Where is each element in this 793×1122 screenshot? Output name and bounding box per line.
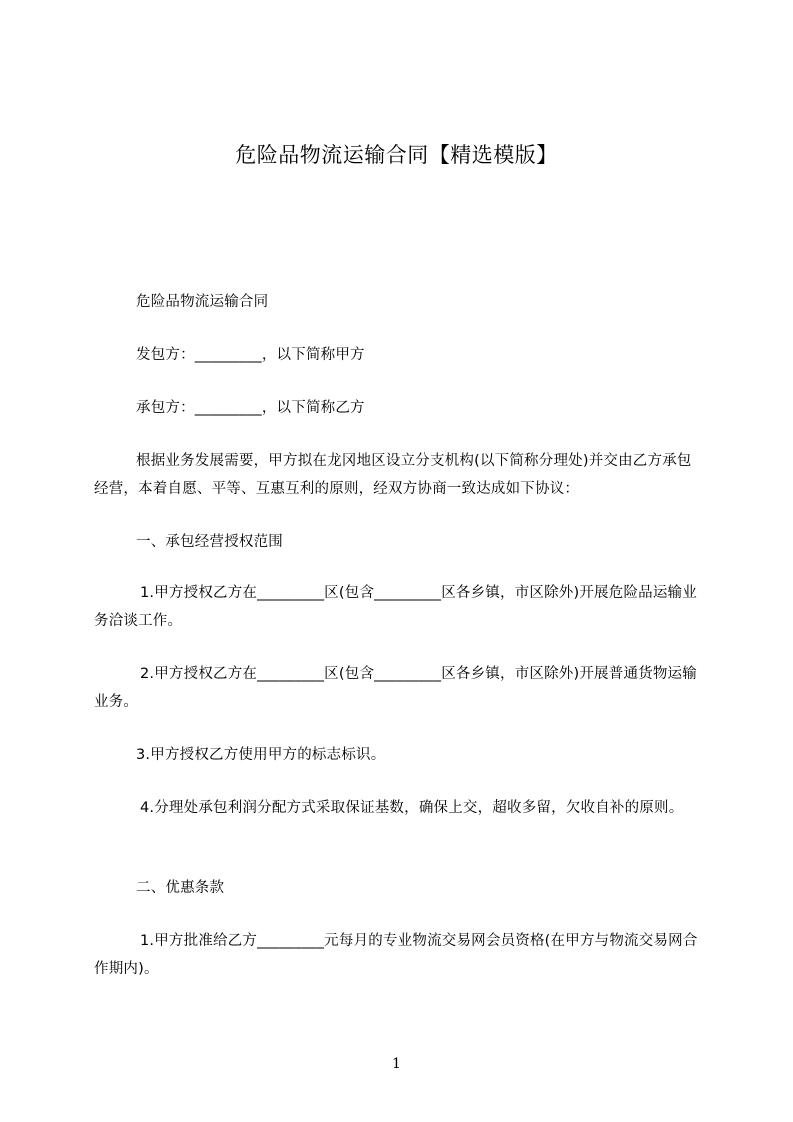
clause-1-4-paragraph: 4.分理处承包利润分配方式采取保证基数，确保上交，超收多留，欠收自补的原则。 — [140, 800, 684, 816]
clause-1-1-paragraph: 1.甲方授权乙方在_________区(包含_________区各乡镇，市区除外)开展危险品运输业务洽谈工作。 — [94, 585, 697, 629]
party-a-paragraph: 发包方：_________，以下简称甲方 — [136, 347, 365, 363]
document-title: 危险品物流运输合同【精选模版】 — [235, 143, 558, 167]
clause-1-2-paragraph: 2.甲方授权乙方在_________区(包含_________区各乡镇，市区除外)开展普通货物运输业务。 — [94, 666, 697, 710]
contract-name-paragraph: 危险品物流运输合同 — [136, 294, 269, 310]
clause-2-1-paragraph: 1.甲方批准给乙方_________元每月的专业物流交易网会员资格(在甲方与物流交易网合作期内)。 — [94, 933, 698, 977]
section-2-heading: 二、优惠条款 — [136, 880, 225, 896]
page-number: 1 — [392, 1056, 401, 1072]
party-b-paragraph: 承包方：_________，以下简称乙方 — [136, 400, 365, 416]
clause-1-3-paragraph: 3.甲方授权乙方使用甲方的标志标识。 — [136, 747, 386, 763]
preamble-paragraph: 根据业务发展需要，甲方拟在龙冈地区设立分支机构(以下简称分理处)并交由乙方承包经营，本着自愿、平等、互惠互利的原则，经双方协商一致达成如下协议： — [94, 453, 692, 497]
section-1-heading: 一、承包经营授权范围 — [136, 534, 283, 550]
